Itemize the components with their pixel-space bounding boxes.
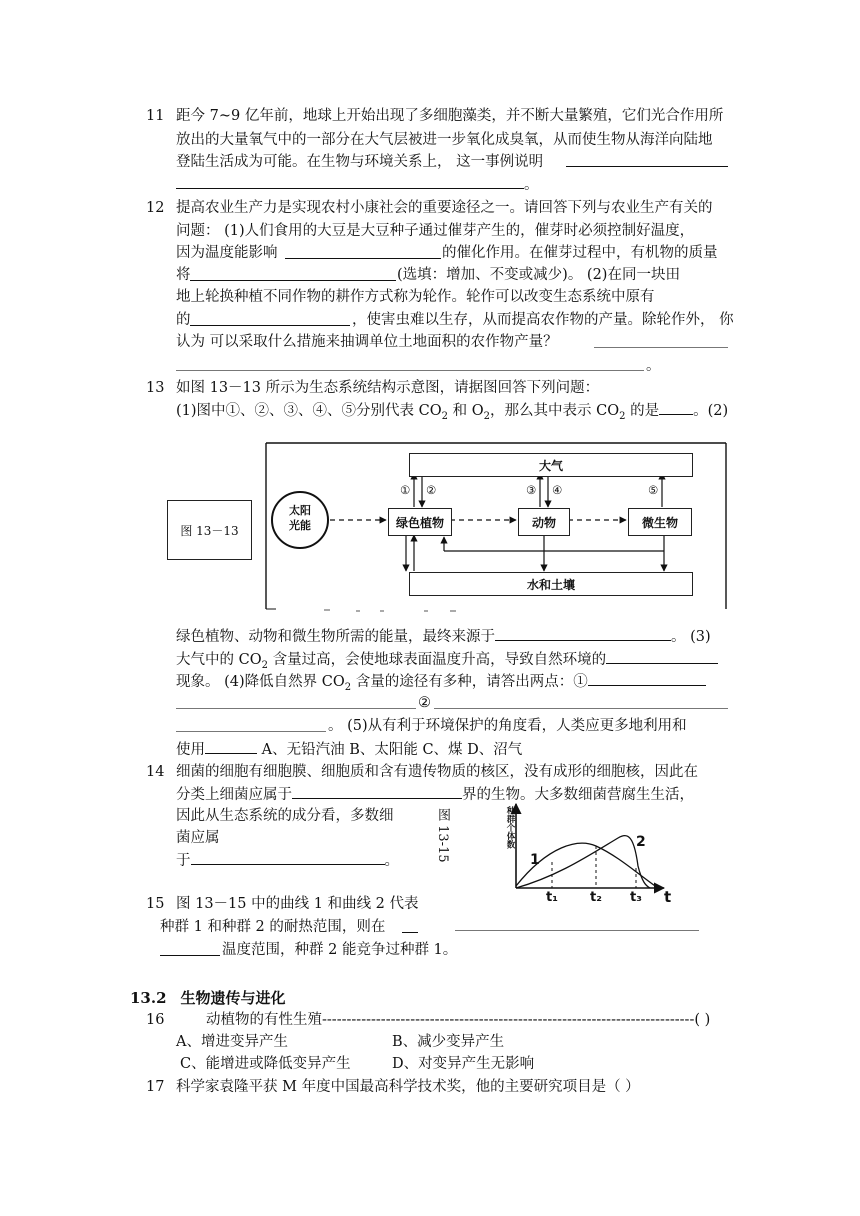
q12-number: 12 [146,200,165,216]
q13-blank-phenomenon[interactable] [606,649,718,664]
q14-line3: 因此从生态系统的成分看，多数细 [176,808,394,824]
atmosphere-box: 大气 [409,453,693,477]
q16-option-b[interactable]: B、减少变异产生 [392,1034,505,1050]
q12-line1: 提高农业生产力是实现农村小康社会的重要途径之一。请回答下列与农业生产有关的 [176,200,713,216]
q11-line3: 登陆生活成为可能。在生物与环境关系上， 这一事例说明 [176,154,544,170]
q11-blank-1[interactable] [566,166,728,167]
section-heading: 13.2 生物遗传与进化 [130,989,286,1007]
q11-period: 。 [524,177,539,193]
q13-line4: 大气中的 $CO_2$ 含量过高，会使地球表面温度升高，导致自然环境的 [176,649,718,676]
q15-line3: 温度范围，种群 2 能竞争过种群 1。 [222,942,458,958]
q14-line4: 菌应属 [176,830,220,846]
q12-blank-food-chain[interactable] [190,325,350,326]
q16-stem: 动植物的有性生殖----------------------------------------------------------------------------( ) [206,1012,711,1028]
q13-line5: 现象。 (4)降低自然界 $CO_2$ 含量的途径有多种，请答出两点：① [176,671,706,698]
q13-line8: 使用 A、无铅汽油 B、太阳能 C、煤 D、沼气 [176,739,522,760]
q16-option-d[interactable]: D、对变异产生无影响 [392,1056,535,1072]
q13-line1: 如图 13－13 所示为生态系统结构示意图，请据图回答下列问题： [176,380,600,396]
q12-blank-mass[interactable] [190,280,396,281]
microbes-box: 微生物 [628,508,692,536]
q12-period: 。 [646,358,661,374]
q14-blank-component[interactable] [191,850,385,865]
q12-line2: 问题： (1)人们食用的大豆是大豆种子通过催芽产生的，催芽时必须控制好温度， [176,223,695,239]
q13-line6: ② [418,695,431,711]
q13-line3: 绿色植物、动物和微生物所需的能量，最终来源于 。 (3) [176,626,711,647]
q12-blank-enzyme[interactable] [285,258,441,259]
q15-line1: 图 13－15 中的曲线 1 和曲线 2 代表 [176,896,419,912]
q13-blank-energy[interactable] [495,626,671,641]
sun-energy-label: 太阳 光能 [289,504,311,532]
q12-line5: 地上轮换种植不同作物的耕作方式称为轮作。轮作可以改变生态系统中原有 [176,289,655,305]
marker-4: ④ [552,483,563,497]
curve-1-label: 1 [530,852,540,868]
q14-line1: 细菌的细胞有细胞膜、细胞质和含有遗传物质的核区，没有成形的细胞核，因此在 [176,764,698,780]
tick-t2: t₂ [590,890,602,905]
q11-line2: 放出的大量氧气中的一部分在大气层被进一步氧化成臭氧，从而使生物从海洋向陆地 [176,132,713,148]
q13-blank-way-2b[interactable] [176,731,326,732]
q11-line1: 距今 7~9 亿年前，地球上开始出现了多细胞藻类，并不断大量繁殖，它们光合作用所 [176,108,724,124]
q13-blank-energy-use[interactable] [205,739,257,754]
q15-blank-b[interactable] [455,930,699,931]
q14-line2: 分类上细菌应属于 界的生物。大多数细菌营腐生生活， [176,784,694,805]
q12-line6a: 的 [176,312,191,328]
figure-13-13-label: 图 13－13 [167,500,252,560]
figure-13-15-label: 图 13-15 [435,808,450,863]
q12-line4b: (选填：增加、不变或减少)。 (2)在同一块田 [397,267,680,283]
curve-2-label: 2 [636,834,646,850]
q13-blank-way-1[interactable] [588,671,706,686]
ecosystem-diagram [264,441,728,621]
q13-blank-co2[interactable] [659,400,693,415]
q13-line7: 。 (5)从有利于环境保护的角度看，人类应更多地利用和 [328,718,687,734]
tick-t3: t₃ [630,890,642,905]
q16-option-c[interactable]: C、能增进或降低变异产生 [180,1056,351,1072]
q14-number: 14 [146,764,165,780]
q12-line3b: 的催化作用。在催芽过程中，有机物的质量 [442,245,718,261]
q16-option-a[interactable]: A、增进变异产生 [176,1034,288,1050]
q17-stem: 科学家袁隆平获 M 年度中国最高科学技术奖，他的主要研究项目是（ ） [176,1079,640,1095]
animals-box: 动物 [518,508,570,536]
q13-blank-way-2[interactable] [434,708,728,709]
q15-blank-range[interactable] [160,955,220,956]
q16-number: 16 [146,1012,165,1028]
marker-5: ⑤ [648,483,659,497]
heat-tolerance-chart [478,796,678,912]
q15-number: 15 [146,896,165,912]
q12-line3a: 因为温度能影响 [176,245,278,261]
q12-line4a: 将 [176,267,191,283]
q12-blank-measure-2[interactable] [176,370,644,371]
marker-1: ① [400,483,411,497]
marker-2: ② [426,483,437,497]
q11-blank-2[interactable] [176,188,524,189]
q13-blank-way-1b[interactable] [176,708,416,709]
marker-3: ③ [526,483,537,497]
q12-line6b: ，使害虫难以生存，从而提高农作物的产量。除轮作外， 你 [352,312,734,328]
q13-line2: (1)图中①、②、③、④、⑤分别代表 $CO_2$ 和 $O_2$，那么其中表示 $CO_2$ 的是 。(2) [176,400,728,427]
q15-line2: 种群 1 和种群 2 的耐热范围，则在 [160,919,386,935]
green-plants-box: 绿色植物 [388,508,452,536]
q17-number: 17 [146,1079,165,1095]
water-soil-box: 水和土壤 [409,572,693,596]
x-axis-label: t [664,888,672,906]
q13-number: 13 [146,380,165,396]
q14-line5: 于 。 [176,850,399,871]
chart-y-axis-label: 种群个体数 [505,806,515,849]
q15-blank-a[interactable] [402,932,418,933]
q12-blank-measure-1[interactable] [594,347,728,348]
q14-blank-kingdom[interactable] [292,784,462,799]
q11-number: 11 [146,108,165,124]
q12-line7: 认为 可以采取什么措施来抽调单位土地面积的农作物产量？ [176,334,558,350]
tick-t1: t₁ [546,890,558,905]
